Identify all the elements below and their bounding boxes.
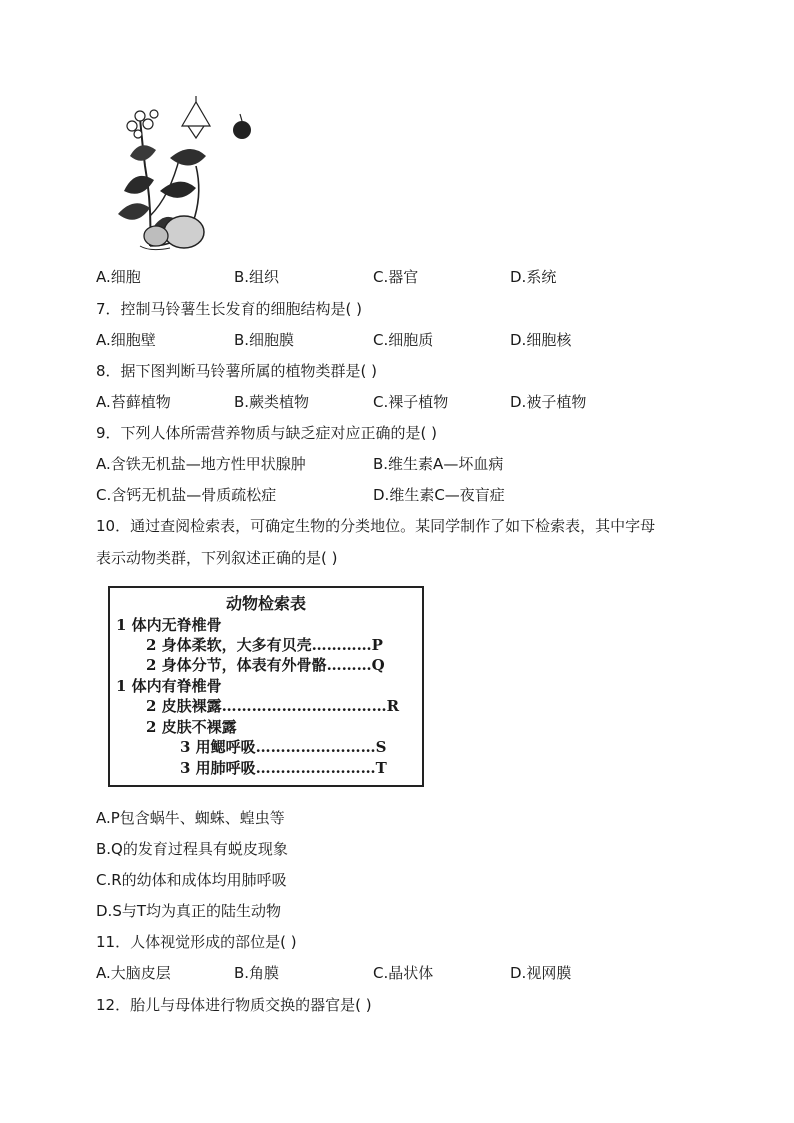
table-row: 2 身体分节，体表有外骨骼………Q — [146, 656, 385, 674]
table-row: 2 皮肤裸露……………………………R — [146, 697, 400, 715]
animal-key-table — [108, 586, 424, 787]
q6-option-d: D.系统 — [510, 268, 557, 286]
q7-option-c: C.细胞质 — [373, 331, 434, 349]
q6-option-c: C.器官 — [373, 268, 419, 286]
q11-option-c: C.晶状体 — [373, 964, 434, 982]
q10-option-c: C.R的幼体和成体均用肺呼吸 — [96, 871, 287, 889]
q7-option-b: B.细胞膜 — [234, 331, 295, 349]
q10-option-a: A.P包含蜗牛、蜘蛛、蝗虫等 — [96, 809, 285, 827]
q9-option-a: A.含铁无机盐—地方性甲状腺肿 — [96, 455, 306, 473]
table-row: 2 身体柔软，大多有贝壳…………P — [146, 636, 383, 654]
q8-option-b: B.蕨类植物 — [234, 393, 310, 411]
table-row: 1 体内有脊椎骨 — [116, 677, 222, 695]
q7-stem: 7．控制马铃薯生长发育的细胞结构是( ) — [96, 300, 363, 318]
q11-stem: 11．人体视觉形成的部位是( ) — [96, 933, 297, 951]
q8-stem: 8．据下图判断马铃薯所属的植物类群是( ) — [96, 362, 378, 380]
q7-option-d: D.细胞核 — [510, 331, 572, 349]
q6-option-a: A.细胞 — [96, 268, 141, 286]
q11-option-d: D.视网膜 — [510, 964, 572, 982]
q9-option-d: D.维生素C—夜盲症 — [373, 486, 505, 504]
q6-option-b: B.组织 — [234, 268, 280, 286]
q8-option-d: D.被子植物 — [510, 393, 587, 411]
table-row: 2 皮肤不裸露 — [146, 718, 237, 736]
q9-option-c: C.含钙无机盐—骨质疏松症 — [96, 486, 277, 504]
q8-option-c: C.裸子植物 — [373, 393, 449, 411]
q10-option-d: D.S与T均为真正的陆生动物 — [96, 902, 282, 920]
q12-stem: 12．胎儿与母体进行物质交换的器官是( ) — [96, 996, 372, 1014]
table-row: 3 用鳃呼吸……………………S — [180, 738, 387, 756]
q10-stem-line1: 10．通过查阅检索表，可确定生物的分类地位。某同学制作了如下检索表，其中字母 — [96, 517, 656, 535]
table-title: 动物检索表 — [225, 594, 306, 613]
q11-option-b: B.角膜 — [234, 964, 280, 982]
table-row: 3 用肺呼吸……………………T — [180, 759, 387, 777]
q11-option-a: A.大脑皮层 — [96, 964, 171, 982]
potato-plant-figure — [110, 96, 260, 254]
q10-stem-line2: 表示动物类群，下列叙述正确的是( ) — [96, 549, 338, 567]
q9-stem: 9．下列人体所需营养物质与缺乏症对应正确的是( ) — [96, 424, 438, 442]
q8-option-a: A.苔藓植物 — [96, 393, 171, 411]
q10-option-b: B.Q的发育过程具有蜕皮现象 — [96, 840, 288, 858]
q7-option-a: A.细胞壁 — [96, 331, 156, 349]
table-row: 1 体内无脊椎骨 — [116, 616, 222, 634]
q9-option-b: B.维生素A—坏血病 — [373, 455, 504, 473]
